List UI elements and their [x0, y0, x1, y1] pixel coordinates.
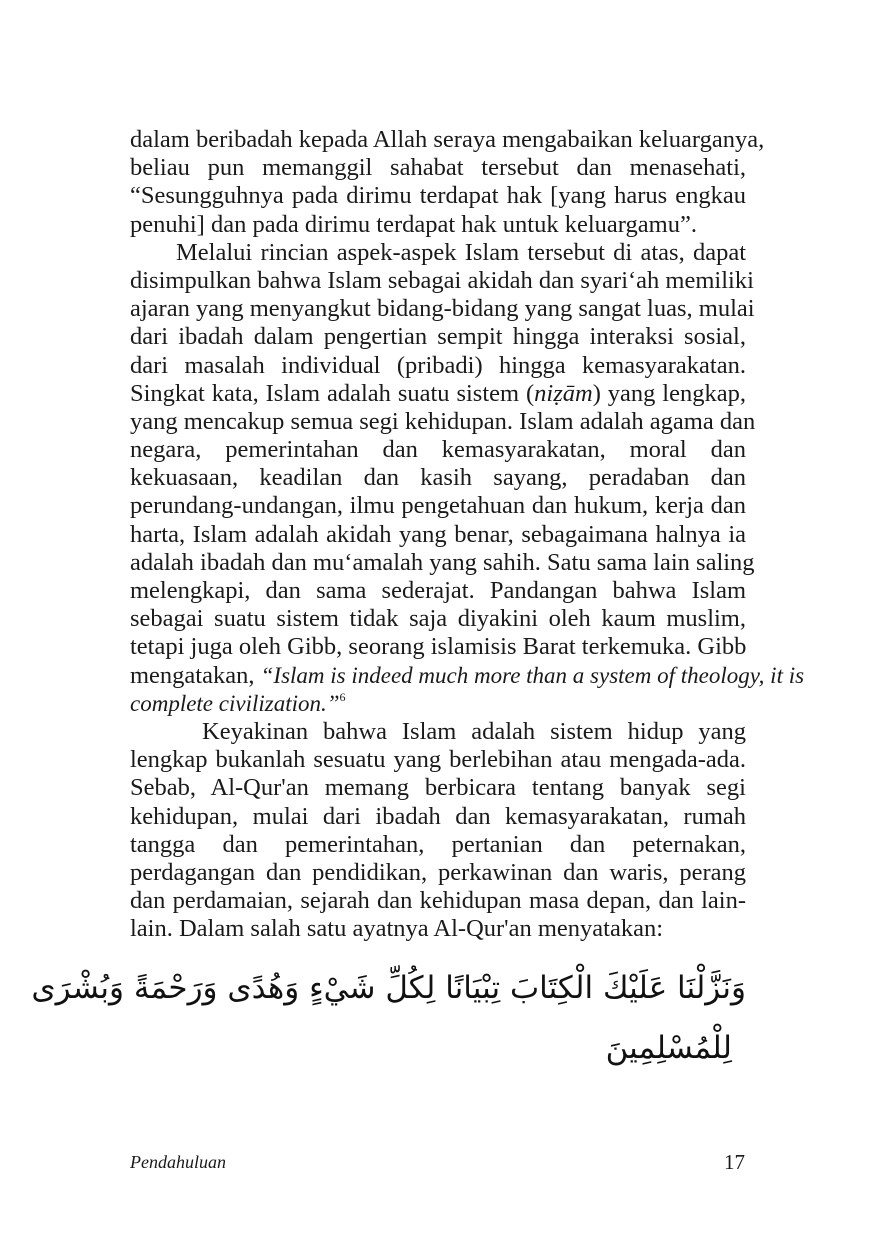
text-line: yang mencakup semua segi kehidupan. Islam adalah agama dan — [130, 407, 756, 435]
gibb-quote-part2: complete civilization.” — [130, 690, 340, 716]
text-line-quote-start — [130, 661, 805, 690]
text-line: penuhi] dan pada dirimu terdapat hak untuk keluargamu”. — [130, 210, 697, 238]
italic-term-nizam: niẓām — [534, 379, 593, 407]
text-line: adalah ibadah dan mu‘amalah yang sahih. Satu sama lain saling — [130, 548, 755, 576]
running-footer-section: Pendahuluan — [130, 1152, 226, 1172]
text-line: Sebab, Al-Qur'an memang berbicara tentang banyak segi — [130, 774, 746, 802]
text-line: perundang-undangan, ilmu pengetahuan dan hukum, kerja dan — [130, 492, 746, 520]
text-line: tangga dan pemerintahan, pertanian dan peternakan, — [130, 830, 746, 858]
text-line: harta, Islam adalah akidah yang benar, sebagaimana halnya ia — [130, 520, 746, 548]
footnote-mark[interactable]: 6 — [339, 689, 346, 704]
text-line-quote-end — [130, 690, 746, 718]
text-line-nizam — [130, 380, 746, 408]
text-line: “Sesungguhnya pada dirimu terdapat hak [yang harus engkau — [130, 182, 746, 210]
page-number: 17 — [724, 1150, 745, 1174]
text-line: negara, pemerintahan dan kemasyarakatan, moral dan — [130, 436, 746, 464]
text-line: disimpulkan bahwa Islam sebagai akidah dan syari‘ah memiliki — [130, 266, 754, 294]
text-fragment: Singkat kata, Islam adalah suatu sistem ( — [130, 379, 535, 407]
paragraph-start-line: Melalui rincian aspek-aspek Islam tersebut di atas, dapat — [176, 238, 746, 266]
text-line: ajaran yang menyangkut bidang-bidang yang sangat luas, mulai — [130, 295, 755, 323]
text-line: melengkapi, dan sama sederajat. Pandangan bahwa Islam — [130, 577, 746, 604]
gibb-quote-part1: “Islam is indeed much more than a system of theology, it is — [260, 662, 805, 688]
paragraph-start-line: Keyakinan bahwa Islam adalah sistem hidup yang — [202, 717, 746, 745]
text-line: dan perdamaian, sejarah dan kehidupan masa depan, dan lain- — [130, 887, 746, 915]
text-line: tetapi juga oleh Gibb, seorang islamisis Barat terkemuka. Gibb — [130, 633, 747, 661]
quran-verse-line-2: لِلْمُسْلِمِينَ — [605, 1030, 732, 1066]
text-line: dari masalah individual (pribadi) hingga kemasyarakatan. — [130, 351, 746, 379]
quran-verse-line-1: وَنَزَّلْنَا عَلَيْكَ الْكِتَابَ تِبْيَانًا لِكُلِّ شَيْءٍ وَهُدًى وَرَحْمَةً وَبُشْرَى — [31, 970, 746, 1006]
text-line: kekuasaan, keadilan dan kasih sayang, peradaban dan — [130, 464, 746, 492]
text-fragment: ) yang lengkap, — [592, 379, 746, 407]
text-line: lengkap bukanlah sesuatu yang berlebihan atau mengada-ada. — [130, 746, 746, 774]
text-line: lain. Dalam salah satu ayatnya Al-Qur'an menyatakan: — [130, 915, 664, 943]
text-line: beliau pun memanggil sahabat tersebut dan menasehati, — [130, 154, 746, 182]
text-line: sebagai suatu sistem tidak saja diyakini oleh kaum muslim, — [130, 605, 746, 633]
text-line: dari ibadah dalam pengertian sempit hingga interaksi sosial, — [130, 323, 746, 351]
text-line: perdagangan dan pendidikan, perkawinan dan waris, perang — [130, 858, 746, 886]
text-line: kehidupan, mulai dari ibadah dan kemasyarakatan, rumah — [130, 802, 746, 830]
text-fragment: mengatakan, — [130, 661, 261, 689]
text-line: dalam beribadah kepada Allah seraya mengabaikan keluarganya, — [130, 126, 765, 153]
page-body — [130, 126, 805, 943]
